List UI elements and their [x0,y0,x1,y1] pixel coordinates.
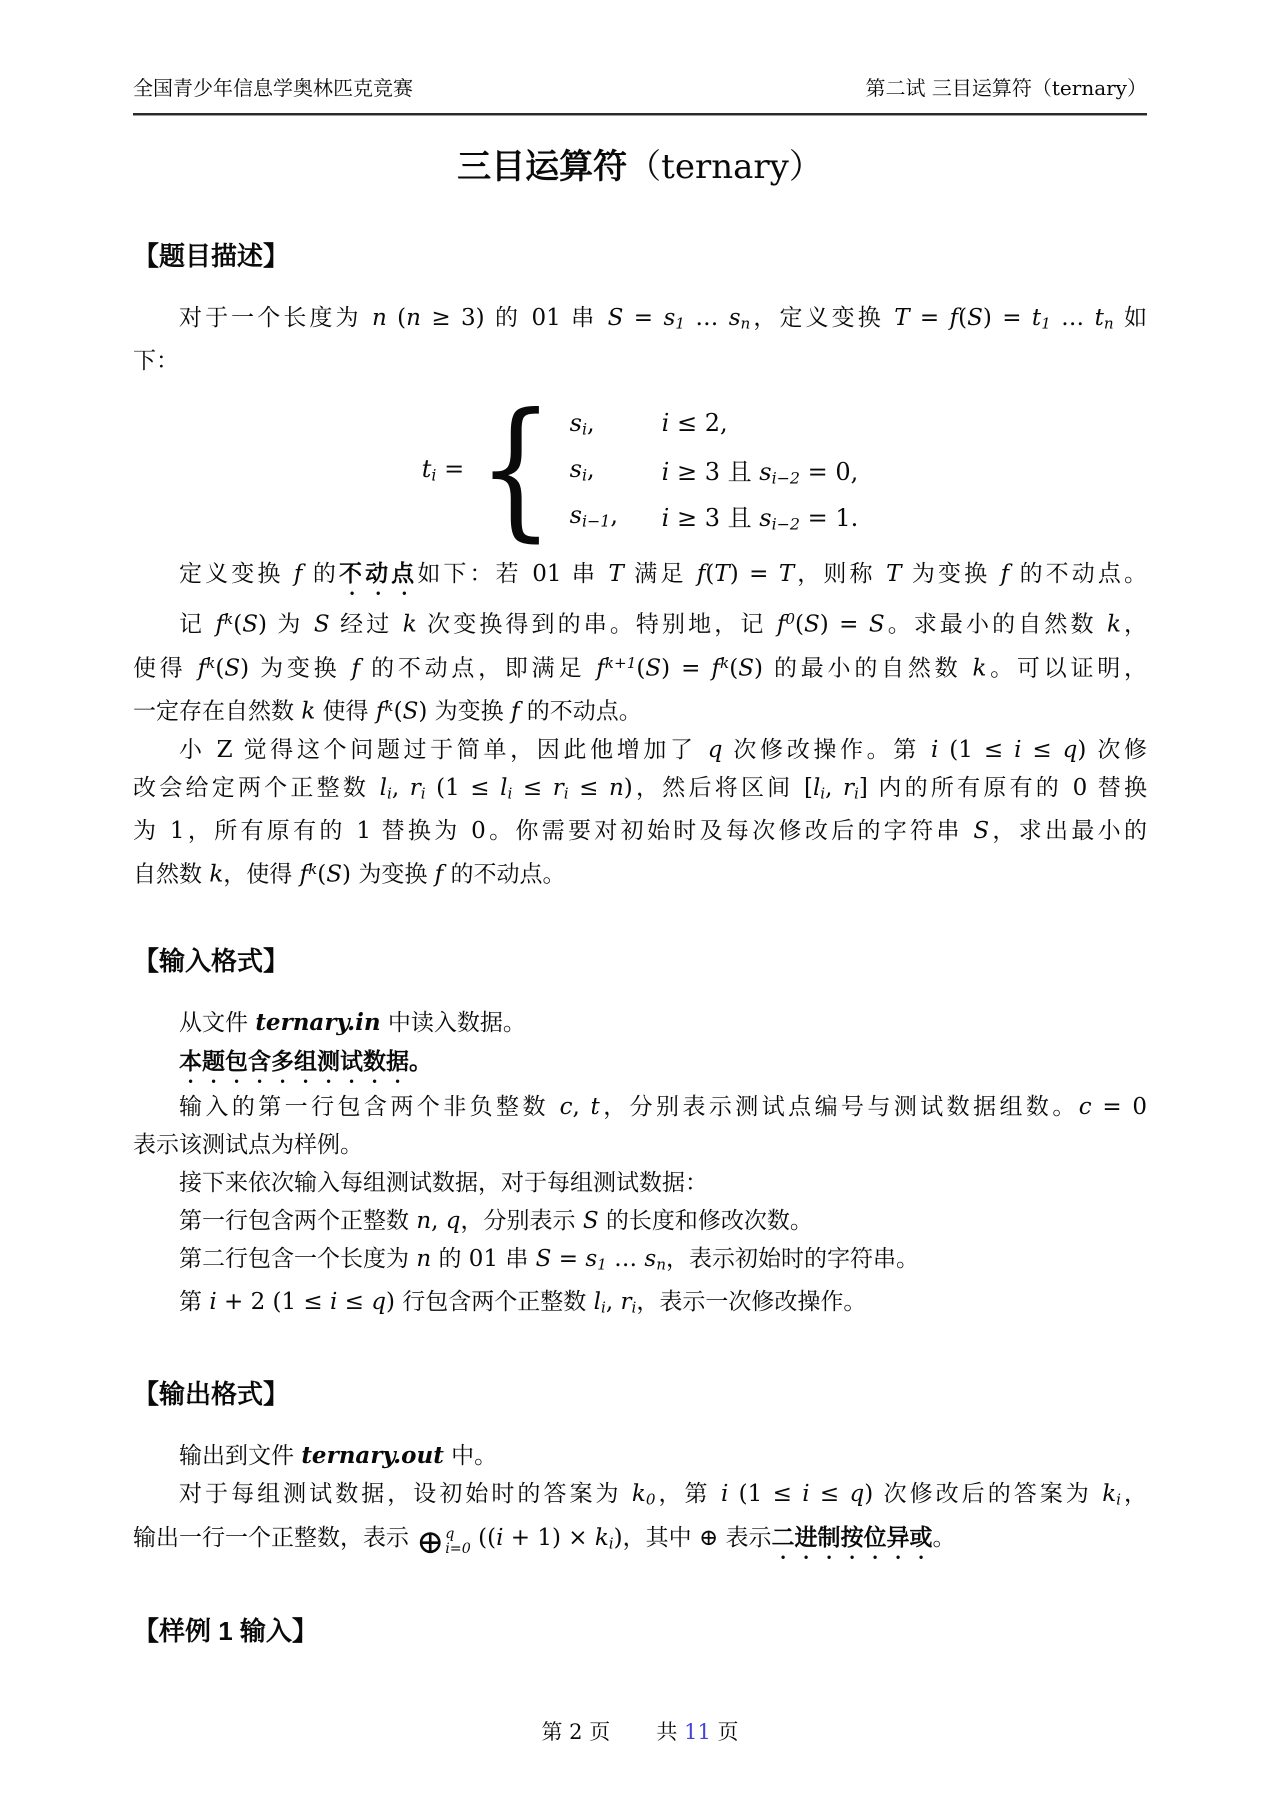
case-condition [662,498,859,533]
math-text: S [868,611,885,638]
math-text: l [500,775,508,802]
math-text: i [507,784,513,803]
text-segment: 输出到文件 [179,1442,302,1469]
math-text: f [596,655,605,682]
math-text: c [1078,1093,1092,1120]
text-line [133,1283,1147,1326]
text-segment: 次修改操作。第 [722,737,931,764]
math-text: S [804,611,820,638]
text-segment: ) = [661,655,712,682]
math-text: S [645,655,662,682]
text-line [133,1088,1147,1126]
math-text: r [620,1289,632,1316]
text-segment: ) 次修改后的答案为 [864,1480,1103,1507]
text-segment: 中读入数据。 [380,1009,526,1036]
text-segment: ( [705,561,715,588]
text-segment: 的 01 串 [431,1245,536,1272]
math-text: S [402,699,419,726]
math-text: i [631,1298,637,1317]
text-segment: ( [795,611,805,638]
text-line [133,812,1147,850]
math-text: n [1103,314,1114,333]
text-line [133,299,1147,342]
text-segment: ≤ [809,1480,850,1507]
math-text: f [711,655,721,682]
math-text: s [759,457,772,486]
math-text: t [1031,305,1042,331]
math-text: S [967,305,983,331]
math-text: i [608,1534,614,1553]
text-line [133,1202,1147,1240]
text-segment: ) 为变换 [418,699,511,726]
math-text: n [416,1207,432,1234]
emphasized-text: 不动点 [338,560,418,587]
math-text: f [375,699,385,726]
text-segment: ( [393,699,403,726]
math-text: k [308,860,318,879]
emphasized-text: 本题包含多组测试数据。 [179,1047,432,1074]
math-text: k [1102,1480,1117,1507]
math-text: i [661,503,670,532]
text-line [133,1475,1147,1518]
math-text: k+1 [604,653,637,672]
text-segment: 的长度和修改次数。 [598,1207,813,1234]
math-text: 1 [597,1255,607,1274]
math-text: f [197,655,207,682]
math-text: s [569,454,582,483]
text-segment: 定义变换 [179,561,294,588]
text-segment: = [551,1245,586,1272]
text-segment: ( [729,655,739,682]
math-text: k [224,610,234,629]
text-segment: ≥ 3) 的 01 串 [420,305,608,331]
text-segment: 的不动点。 [1009,561,1148,588]
text-segment: 的 [302,561,339,588]
math-text: i [600,1298,606,1317]
math-text: i [431,465,437,485]
formula-case-row [570,400,859,446]
text-segment: , [587,408,595,437]
text-line [133,1042,1147,1088]
text-segment: ) 的最小的自然数 [753,655,973,682]
text-line [133,731,1147,769]
text-line [133,769,1147,812]
math-text: l [593,1289,601,1316]
page-title-en: （ternary） [627,147,823,187]
math-text: n [740,314,751,333]
text-segment: + 2 (1 ≤ [216,1289,331,1316]
text-segment: ≤ [1021,737,1063,764]
math-text: q [707,737,723,764]
text-segment: 如 [1113,305,1148,331]
math-text: S [582,1207,599,1234]
text-segment: 使得 [133,655,198,682]
text-segment: ) 为变换 [342,861,435,888]
text-line [133,644,1147,688]
footer-total-prefix: 共 [656,1720,685,1744]
math-text: k [384,697,394,716]
text-segment: 第 [179,1289,210,1316]
text-segment: (1 ≤ [425,775,501,802]
text-segment: ) = [982,305,1032,331]
text-line [133,1164,1147,1202]
text-segment: 为变换 [901,561,1001,588]
text-segment: ≤ [568,775,609,802]
math-text: S [224,655,241,682]
math-text: s [569,408,582,437]
math-text: S [607,305,624,331]
math-text: T [608,561,624,588]
left-brace: { [477,382,555,557]
text-segment: 对于每组测试数据，设初始时的答案为 [179,1480,632,1507]
text-line [133,1126,1147,1164]
oplus-icon: ⊕ [416,1522,445,1561]
header-right: 第二试 三目运算符（ternary） [865,76,1147,100]
math-text: i [496,1524,504,1551]
math-text: s [728,305,741,331]
math-text: i [661,409,670,438]
math-text: T [714,561,730,588]
text-segment: ，使得 [223,861,300,888]
text-segment: , [431,1207,446,1234]
math-text: f [949,305,959,331]
math-text: i [1116,1489,1121,1508]
formula-cases [570,400,859,538]
math-text: s [644,1245,657,1272]
math-text: S [313,611,330,638]
text-line [133,342,1147,380]
text-segment: 小 Z 觉得这个问题过于简单，因此他增加了 [179,737,708,764]
text-segment: = 0 [1091,1093,1148,1120]
text-segment: 使得 [315,699,376,726]
math-text: i [661,457,670,486]
document-body [133,239,1147,1648]
math-text: i [563,784,569,803]
math-text: T [778,561,795,588]
math-text: k [594,1524,609,1551]
math-text: r [409,775,421,802]
text-line [133,1437,1147,1475]
page-header [133,72,1147,115]
text-segment: 改会给定两个正整数 [133,775,380,802]
math-text: f [293,561,303,588]
text-segment: ≤ 2, [669,409,728,438]
text-segment: ，表示初始时的字符串。 [666,1245,920,1272]
text-segment: ( [233,611,243,638]
math-text: i [820,784,826,803]
math-text: i [930,737,939,764]
math-text: n [406,305,421,331]
math-text: q [371,1289,387,1316]
math-text: 1 [1041,314,1051,333]
text-segment: , [610,500,619,529]
math-text: k [301,699,316,726]
math-text: k [631,1480,646,1507]
header-left: 全国青少年信息学奥林匹克竞赛 [133,76,413,100]
text-segment: ， [1120,1480,1148,1507]
math-text: i−2 [771,514,800,534]
text-segment: 对于一个长度为 [179,305,372,331]
text-line [133,1004,1147,1042]
text-segment: ) = [729,561,779,588]
text-segment: 满足 [623,561,697,588]
text-segment: ≤ [512,775,553,802]
math-text: l [379,775,388,802]
text-segment: = [909,305,950,331]
text-segment: ( [958,305,968,331]
math-text: k [206,653,216,672]
footer-total-suffix: 页 [710,1720,739,1744]
math-text: i−2 [771,468,800,488]
text-segment: 次变换得到的串。特别地，记 [416,611,777,638]
math-text: s [569,500,582,529]
math-text: r [843,775,855,802]
text-segment: ( [317,861,327,888]
text-segment: , [572,1093,591,1120]
section-heading: 【输出格式】 [133,1378,290,1409]
text-segment: (( [470,1524,497,1551]
text-segment: = 0, [799,457,859,486]
math-text: s [759,503,772,532]
footer-page-number: 第 2 页 [541,1720,611,1744]
math-text: n [416,1245,432,1272]
text-segment: , [391,775,410,802]
text-segment: , [605,1289,621,1316]
math-text: i [420,784,426,803]
text-segment: + 1) × [503,1524,595,1551]
text-segment: (1 ≤ [728,1480,803,1507]
math-text: s [663,305,676,331]
text-segment: , [587,454,595,483]
math-text: k [209,861,224,888]
text-segment: ， [1120,611,1148,638]
text-segment: ，表示一次修改操作。 [636,1289,867,1316]
math-text: 0 [645,1489,656,1508]
text-segment: … [606,1245,645,1272]
text-segment: = 1. [799,503,859,532]
math-text: t [1094,305,1104,331]
text-segment: 如下：若 01 串 [417,561,609,588]
math-text: S [738,655,754,682]
math-text: k [1106,611,1121,638]
page-content [133,0,1147,1674]
section-heading: 【题目描述】 [133,241,290,271]
text-line [133,1518,1147,1564]
text-segment: ≥ 3 且 [669,503,760,532]
text-line [133,554,1147,600]
text-segment: 表示该测试点为样例。 [133,1131,363,1158]
math-text: f [510,699,520,726]
math-text: t [421,454,432,483]
math-text: i [1014,737,1022,764]
text-segment: ) 为变换 [240,655,352,682]
text-segment: 。求最小的自然数 [884,611,1107,638]
text-segment: = [436,454,465,483]
math-text: f [299,861,309,888]
case-value [570,409,662,438]
section-heading: 【输入格式】 [133,945,290,976]
math-text: r [552,775,564,802]
text-segment: ( [636,655,646,682]
text-segment: 第二行包含一个长度为 [179,1245,417,1272]
math-text: i [854,784,859,803]
text-segment: )，然后将区间 [ [623,775,813,802]
math-text: q [849,1480,865,1507]
math-text: i [581,465,588,485]
text-line [133,687,1147,731]
math-text: i [330,1289,338,1316]
text-segment: 一定存在自然数 [133,699,302,726]
text-segment: … [684,305,729,331]
math-text: f [351,655,361,682]
math-text: n [656,1255,667,1274]
math-text: k [720,653,730,672]
math-text: t [590,1093,600,1120]
text-segment: ≤ [337,1289,372,1316]
text-segment: = [623,305,664,331]
text-segment: 的不动点，即满足 [360,655,597,682]
footer-total-pages: 11 [684,1720,711,1744]
math-text: i [802,1480,810,1507]
text-segment: ( [386,305,407,331]
text-line [133,600,1147,644]
operator-limits: q i=0 [445,1525,471,1557]
text-segment: 从文件 [179,1009,256,1036]
math-text: k [402,611,417,638]
text-segment: ，则称 [794,561,887,588]
text-segment: … [1050,305,1095,331]
file-name: ternary.out [301,1441,444,1469]
text-line [133,1240,1147,1283]
text-segment: 记 [179,611,216,638]
math-text: f [434,861,444,888]
text-segment: 的不动点。 [519,699,642,726]
text-segment: 经过 [329,611,403,638]
text-segment: ≥ 3 且 [669,457,760,486]
page-footer [0,1716,1280,1746]
text-segment: ，分别表示 [460,1207,583,1234]
math-text: l [812,775,821,802]
math-text: f [696,561,706,588]
text-segment: 的不动点。 [443,861,566,888]
text-segment: 自然数 [133,861,210,888]
file-name: ternary.in [255,1008,381,1036]
text-segment: ，求出最小的 [989,818,1147,845]
section-heading: 【样例 1 输入】 [133,1615,318,1646]
math-text: f [776,611,786,638]
formula-lhs [422,455,464,484]
math-text: c [559,1093,573,1120]
math-text: i [581,419,588,439]
math-text: q [445,1207,461,1234]
math-text: 0 [785,610,796,629]
text-segment: ) = [819,611,869,638]
math-text: 1 [675,314,685,333]
text-segment: , [825,775,844,802]
formula-case-row [570,492,859,538]
text-segment: 为 1，所有原有的 1 替换为 0。你需要对初始时及每次修改后的字符串 [133,818,974,845]
text-segment: 下： [133,348,179,375]
text-segment: 输出一行一个正整数，表示 [133,1524,417,1551]
math-text: n [608,775,624,802]
text-segment: 输入的第一行包含两个非负整数 [179,1093,560,1120]
math-text: i−1 [581,511,611,531]
math-text: i [209,1289,217,1316]
math-text: S [973,818,990,845]
math-text: f [1000,561,1010,588]
formula-case-row [570,446,859,492]
text-segment: ，第 [655,1480,721,1507]
math-text: k [972,655,987,682]
text-segment: ] 内的所有原有的 0 替换 [858,775,1148,802]
math-text: S [242,611,258,638]
case-value [570,455,662,484]
text-segment: 。 [932,1524,956,1551]
text-segment: 。可以证明， [986,655,1147,682]
math-text: S [535,1245,552,1272]
math-text: S [326,861,343,888]
text-segment: ) 为 [258,611,314,638]
math-text: n [371,305,387,331]
text-segment: ，定义变换 [750,305,895,331]
page-title-zh: 三目运算符 [457,148,628,186]
text-segment: 接下来依次输入每组测试数据，对于每组测试数据： [179,1169,708,1196]
math-text: T [894,305,910,331]
text-segment: ) 行包含两个正整数 [386,1289,594,1316]
text-segment: ) 次修 [1077,737,1148,764]
case-condition [662,409,728,437]
text-segment: (1 ≤ [938,737,1015,764]
math-text: i [387,784,392,803]
case-condition [662,452,859,487]
text-segment: 第一行包含两个正整数 [179,1207,417,1234]
xor-big-operator [416,1522,471,1561]
cases-formula [133,382,1147,557]
math-text: T [886,561,902,588]
text-segment: ( [215,655,225,682]
page-title [133,145,1147,189]
text-line [133,850,1147,894]
math-text: i [720,1480,729,1507]
text-segment: )，其中 ⊕ 表示 [613,1524,772,1551]
math-text: q [1062,737,1078,764]
math-text: f [215,611,225,638]
case-value [570,501,662,530]
text-segment: ，分别表示测试点编号与测试数据组数。 [599,1093,1079,1120]
math-text: s [585,1245,598,1272]
text-segment: 中。 [443,1442,498,1469]
emphasized-text: 二进制按位异或 [771,1523,933,1550]
